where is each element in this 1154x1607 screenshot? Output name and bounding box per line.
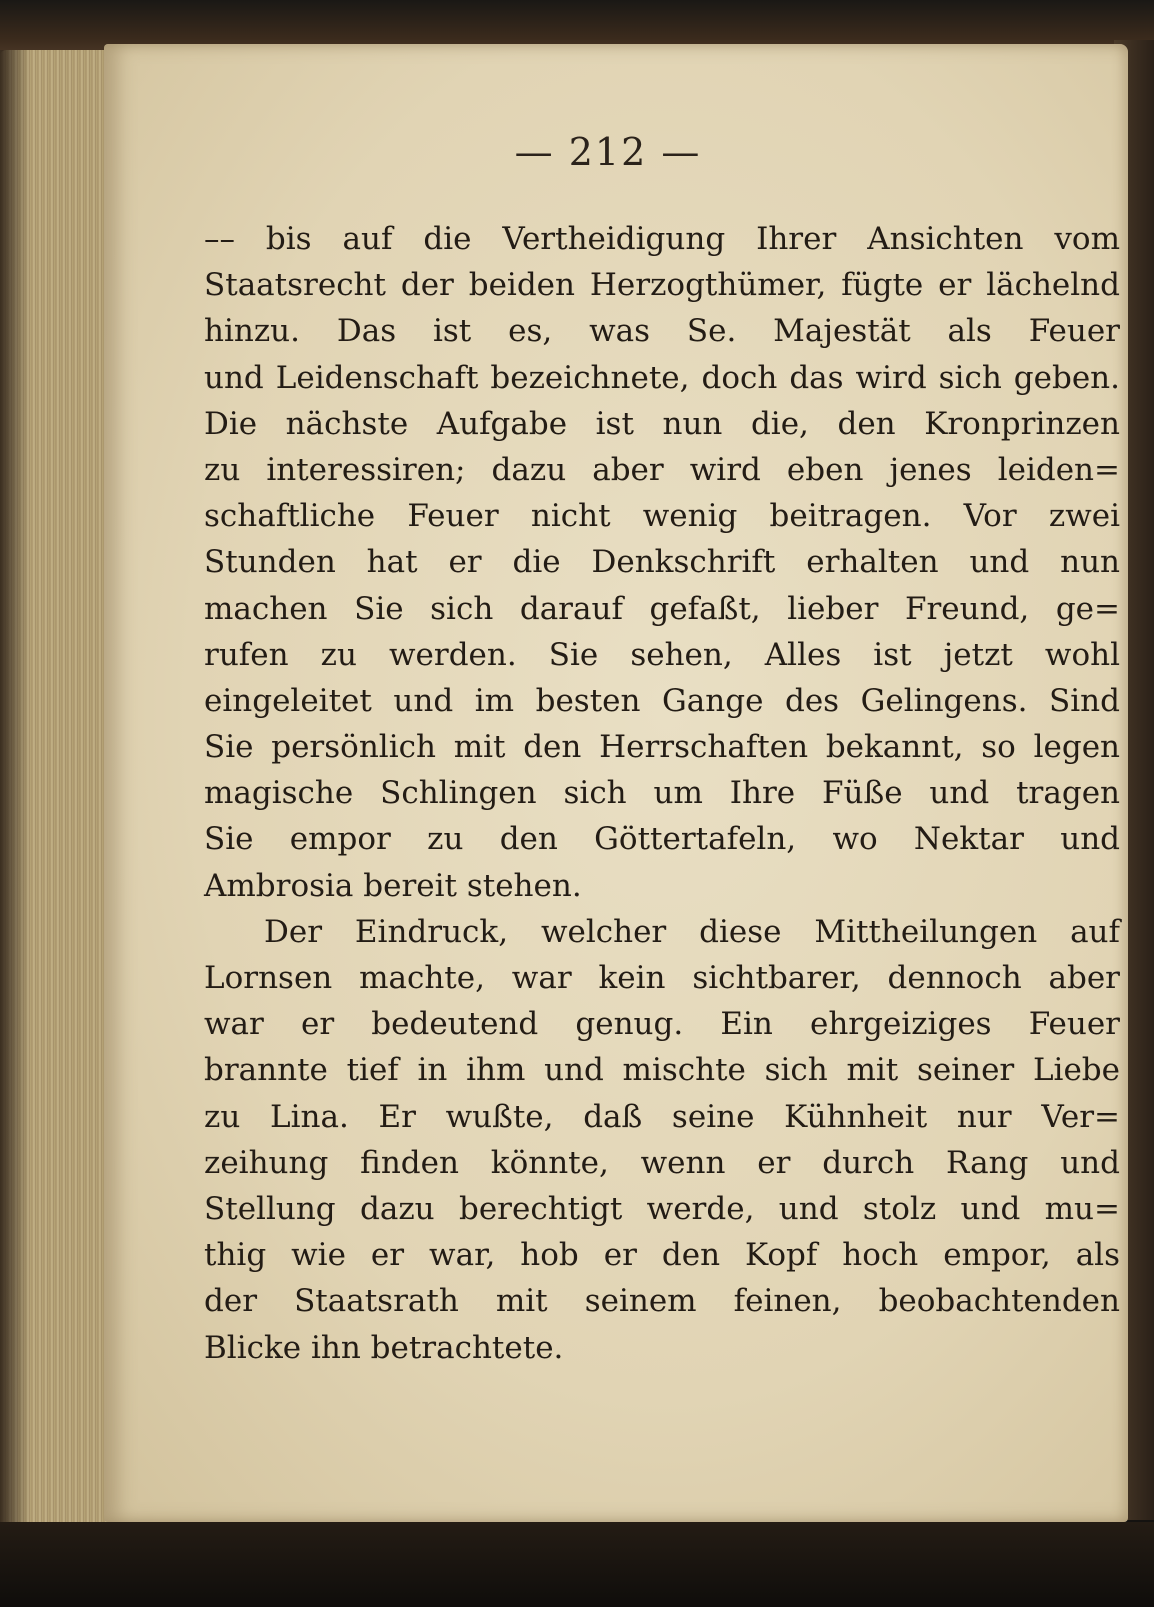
body-text (204, 216, 1120, 1371)
text-line: eingeleitet und im besten Gange des Gelingens. Sind (204, 682, 1120, 719)
book-page (104, 44, 1128, 1522)
text-line: zu interessiren; dazu aber wird eben jenes leiden= (204, 451, 1120, 488)
text-line: Blicke ihn betrachtete. (204, 1329, 564, 1366)
text-line: zu Lina. Er wußte, daß seine Kühnheit nur Ver= (204, 1098, 1120, 1135)
text-line: Ambrosia bereit stehen. (204, 867, 582, 904)
text-line: Lornsen machte, war kein sichtbarer, dennoch aber (204, 960, 1120, 996)
text-line: –– bis auf die Vertheidigung Ihrer Ansichten vom (204, 221, 1120, 257)
text-line: thig wie er war, hob er den Kopf hoch empor, als (204, 1237, 1120, 1274)
text-line: brannte tief in ihm und mischte sich mit seiner Liebe (204, 1052, 1120, 1089)
text-line: und Leidenschaft bezeichnete, doch das wird sich geben. (204, 359, 1120, 396)
text-line: Die nächste Aufgabe ist nun die, den Kronprinzen (204, 405, 1120, 442)
paragraph-start-line: Der Eindruck, welcher diese Mittheilungen auf (264, 913, 1120, 950)
text-line: Stunden hat er die Denkschrift erhalten und nun (204, 544, 1120, 581)
text-line: zeihung finden könnte, wenn er durch Rang und (204, 1144, 1120, 1181)
text-line: machen Sie sich darauf gefaßt, lieber Freund, ge= (204, 590, 1120, 627)
text-line: hinzu. Das ist es, was Se. Majestät als Feuer (204, 313, 1120, 350)
page-number: — 212 — (514, 130, 702, 174)
text-line: Staatsrecht der beiden Herzogthümer, fügte er lächelnd (204, 267, 1120, 304)
text-line: rufen zu werden. Sie sehen, Alles ist jetzt wohl (204, 636, 1120, 673)
text-line: der Staatsrath mit seinem feinen, beobachtenden (204, 1283, 1120, 1320)
text-line: war er bedeutend genug. Ein ehrgeiziges Feuer (204, 1006, 1120, 1043)
text-line: schaftliche Feuer nicht wenig beitragen. Vor zwei (204, 498, 1120, 535)
text-line: magische Schlingen sich um Ihre Füße und tragen (204, 775, 1120, 812)
text-line: Sie empor zu den Göttertafeln, wo Nektar und (204, 821, 1120, 858)
text-line: Sie persönlich mit den Herrschaften bekannt, so legen (204, 729, 1120, 766)
page-edge-shadow (0, 50, 30, 1525)
text-line: Stellung dazu berechtigt werde, und stolz und mu= (204, 1190, 1120, 1227)
book-cover-bottom (0, 1522, 1154, 1607)
